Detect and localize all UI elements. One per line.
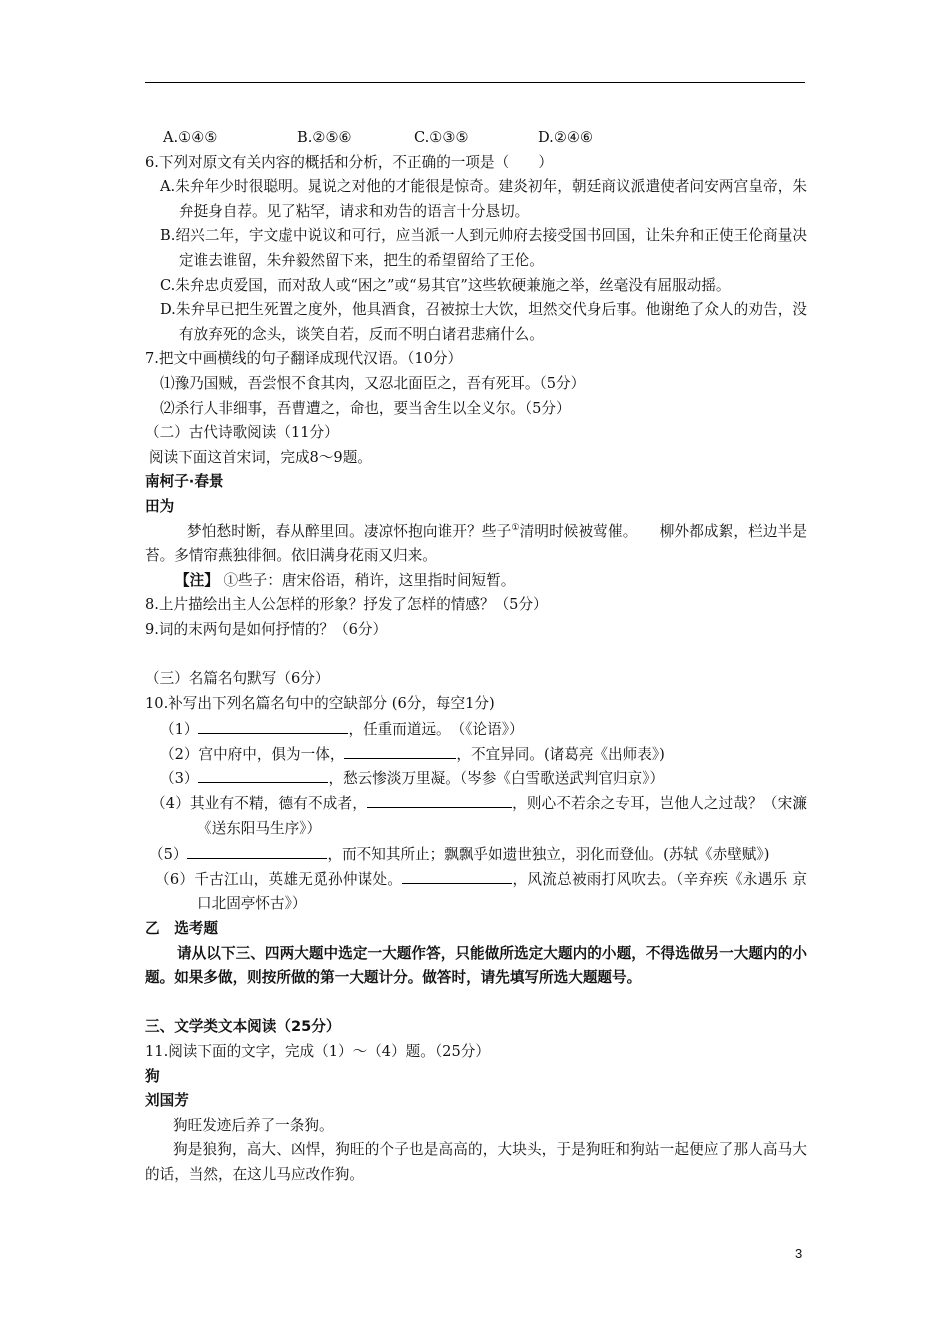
poem-text-part-2: 清明时候被莺催。 柳外都成絮，栏边半是苔。多情帘燕独徘徊。依旧满身花雨又归来。: [145, 522, 807, 565]
q5-option-b: B.②⑤⑥: [297, 129, 352, 146]
dictation-item-5: [145, 841, 807, 866]
poem-note-marker: ①: [511, 522, 520, 533]
dictation-blank-6[interactable]: [402, 866, 512, 884]
q10-stem: 10.补写出下列名篇名句中的空缺部分 (6分，每空1分): [145, 694, 495, 712]
poem-note: [145, 569, 807, 594]
q11-stem: 11.阅读下面的文字，完成（1）～（4）题。（25分）: [145, 1042, 490, 1060]
dictation-item-5-prefix: （5）: [149, 846, 188, 864]
dictation-item-1-suffix: ，任重而道远。 （《论语》）: [348, 721, 524, 739]
dictation-item-5-suffix: ，而不知其所止；飘飘乎如遗世独立，羽化而登仙。(苏轼《赤壁赋》): [327, 846, 770, 864]
poem-title: 南柯子·春景: [145, 473, 224, 491]
poem-text: [145, 520, 807, 569]
q6-option-d: D.朱弁早已把生死置之度外，他具酒食，召被掠士大饮，坦然交代身后事。他谢绝了众人的劝告，没有放弃死的念头，谈笑自若，反而不明白诸君悲痛什么。: [160, 301, 807, 343]
poem-note-text: ①些子：唐宋俗语，稍许，这里指时间短暂。: [223, 571, 516, 589]
q6-option-b: B.绍兴二年，宇文虚中说议和可行，应当派一人到元帅府去接受国书回国，让朱弁和正使王伦商量决定谁去谁留，朱弁毅然留下来，把生的希望留给了王伦。: [160, 227, 807, 269]
dictation-item-6: [145, 866, 807, 917]
q7-stem: 7.把文中画横线的句子翻译成现代汉语。（10分）: [145, 350, 463, 368]
q5-options: [145, 126, 807, 151]
dictation-item-2: [145, 741, 807, 766]
q7-sentence-1: ⑴豫乃国贼，吾尝恨不食其肉，又忍北面臣之，吾有死耳。（5分）: [160, 374, 586, 392]
dictation-item-6-suffix: ，风流总被雨打风吹去。（辛弃疾《永遇乐 京口北固亭怀古》）: [197, 870, 807, 913]
q5-option-d: D.②④⑥: [538, 129, 594, 146]
page-number: 3: [795, 1246, 803, 1261]
story-author: 刘国芳: [145, 1092, 189, 1110]
dictation-item-4: [145, 790, 807, 841]
dictation-item-3: [145, 765, 807, 790]
poem-note-label: 【注】: [175, 571, 219, 589]
poetry-section-heading: （二）古代诗歌阅读（11分）: [145, 424, 339, 442]
story-paragraph-1: 狗旺发迹后养了一条狗。: [173, 1116, 334, 1134]
elective-notice: 请从以下三、四两大题中选定一大题作答，只能做所选定大题内的小题，不得选做另一大题内的小题。如果多做，则按所做的第一大题计分。做答时，请先填写所选大题题号。: [145, 944, 807, 987]
header-rule: [145, 82, 805, 83]
dictation-item-4-suffix: ，则心不若余之专耳，岂他人之过哉？（宋濂《送东阳马生序》）: [197, 795, 807, 837]
q6-stem: 6.下列对原文有关内容的概括和分析，不正确的一项是（ ）: [145, 153, 553, 171]
poetry-intro: 阅读下面这首宋词，完成8～9题。: [149, 448, 372, 466]
q8-stem: 8.上片描绘出主人公怎样的形象？抒发了怎样的情感？（5分）: [145, 596, 548, 614]
poem-author: 田为: [145, 497, 175, 515]
dictation-item-2-suffix: ，不宜异同。(诸葛亮《出师表》): [456, 745, 665, 763]
dictation-item-1: [145, 716, 807, 741]
dictation-blank-4[interactable]: [367, 790, 512, 808]
dictation-blank-5[interactable]: [187, 841, 327, 859]
dictation-blank-1[interactable]: [198, 716, 348, 734]
dictation-blank-3[interactable]: [198, 765, 328, 783]
q7-sentence-2: ⑵杀行人非细事，吾曹遭之，命也，要当舍生以全义尔。（5分）: [160, 399, 571, 417]
dictation-item-1-prefix: （1）: [160, 721, 199, 739]
dictation-blank-2[interactable]: [344, 741, 456, 759]
story-title: 狗: [145, 1067, 160, 1085]
elective-heading: 乙 选考题: [145, 920, 218, 937]
q5-option-c: C.①③⑤: [414, 129, 469, 146]
literary-section-heading: 三、文学类文本阅读（25分）: [145, 1018, 341, 1036]
dictation-section-heading: （三）名篇名句默写（6分）: [145, 670, 330, 688]
q5-option-a: A.①④⑤: [163, 129, 218, 146]
dictation-item-4-prefix: （4）其业有不精，德有不成者，: [151, 795, 367, 813]
story-paragraph-2: 狗是狼狗，高大、凶悍，狗旺的个子也是高高的，大块头，于是狗旺和狗站一起便应了那人高马大的话，当然，在这儿马应改作狗。: [145, 1141, 807, 1183]
poem-text-part-1: 梦怕愁时断，春从醉里回。凄凉怀抱向谁开？些子: [187, 522, 512, 540]
dictation-item-6-prefix: （6）千古江山，英雄无觅孙仲谋处。: [155, 870, 403, 888]
exam-page-body: [145, 126, 807, 1188]
dictation-item-3-suffix: ，愁云惨淡万里凝。（岑参《白雪歌送武判官归京》）: [328, 770, 665, 788]
q9-stem: 9.词的末两句是如何抒情的？（6分）: [145, 620, 388, 638]
q6-option-a: A.朱弁年少时很聪明。晁说之对他的才能很是惊奇。建炎初年，朝廷商议派遣使者问安两宫皇帝，朱弁挺身自荐。见了粘罕，请求和劝告的语言十分恳切。: [160, 178, 807, 220]
dictation-item-2-prefix: （2）宫中府中，俱为一体，: [160, 745, 345, 763]
q6-option-c: C.朱弁忠贞爱国，而对敌人或“困之”或“易其官”这些软硬兼施之举，丝毫没有屈服动摇。: [160, 276, 731, 294]
dictation-item-3-prefix: （3）: [160, 770, 199, 788]
